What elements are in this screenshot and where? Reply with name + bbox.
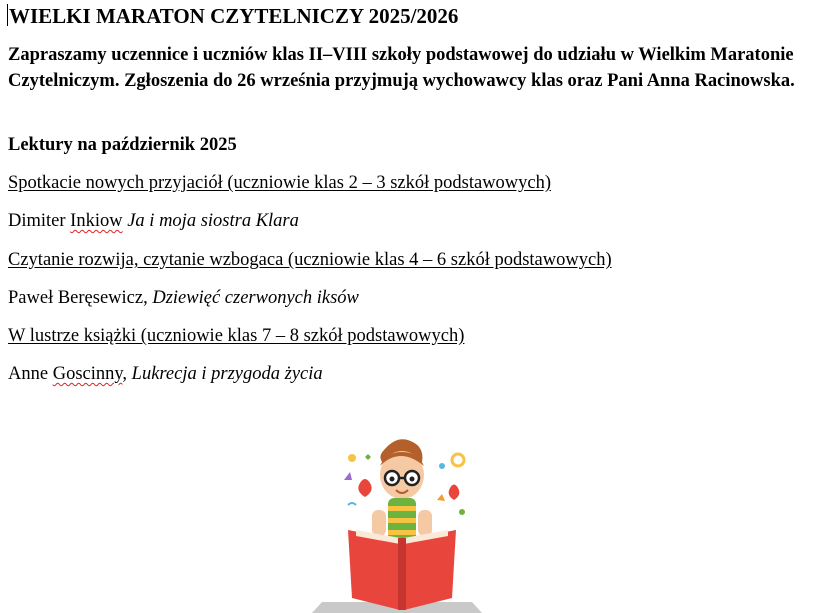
book-line-3 <box>8 364 323 385</box>
author-last: Inkiow <box>70 211 123 231</box>
author-first: Dimiter <box>8 211 71 231</box>
text-cursor <box>7 4 8 26</box>
author-separator: , <box>122 364 132 384</box>
book-line-1 <box>8 211 299 232</box>
author-separator: , <box>143 288 153 308</box>
document-title: WIELKI MARATON CZYTELNICZY 2025/2026 <box>9 4 459 28</box>
author-first: Paweł Beręsewicz <box>8 288 144 308</box>
intro-paragraph: Zapraszamy uczennice i uczniów klas II–VIII szkoły podstawowej do udziału w Wielkim Maratonie Czytelniczym. Zgłoszenia do 26 września przyjmują wychowawcy klas oraz Pani Anna Racinowska. <box>8 45 795 91</box>
category-label: Spotkacie nowych przyjaciół (uczniowie klas 2 – 3 szkół podstawowych) <box>8 173 552 193</box>
book-line-2 <box>8 288 359 309</box>
book-title: Dziewięć czerwonych iksów <box>152 288 359 308</box>
category-line-3 <box>8 326 464 347</box>
author-last: Goscinny <box>52 364 123 384</box>
reading-child-icon <box>312 430 482 613</box>
category-line-1 <box>8 173 551 194</box>
category-line-2 <box>8 250 612 271</box>
book-title: Ja i moja siostra Klara <box>127 211 299 231</box>
book-title: Lukrecja i przygoda życia <box>131 364 323 384</box>
author-first: Anne <box>8 364 53 384</box>
category-label: W lustrze książki (uczniowie klas 7 – 8 szkół podstawowych) <box>8 326 465 346</box>
month-heading: Lektury na październik 2025 <box>8 135 237 155</box>
category-label: Czytanie rozwija, czytanie wzbogaca (uczniowie klas 4 – 6 szkół podstawowych) <box>8 250 612 270</box>
